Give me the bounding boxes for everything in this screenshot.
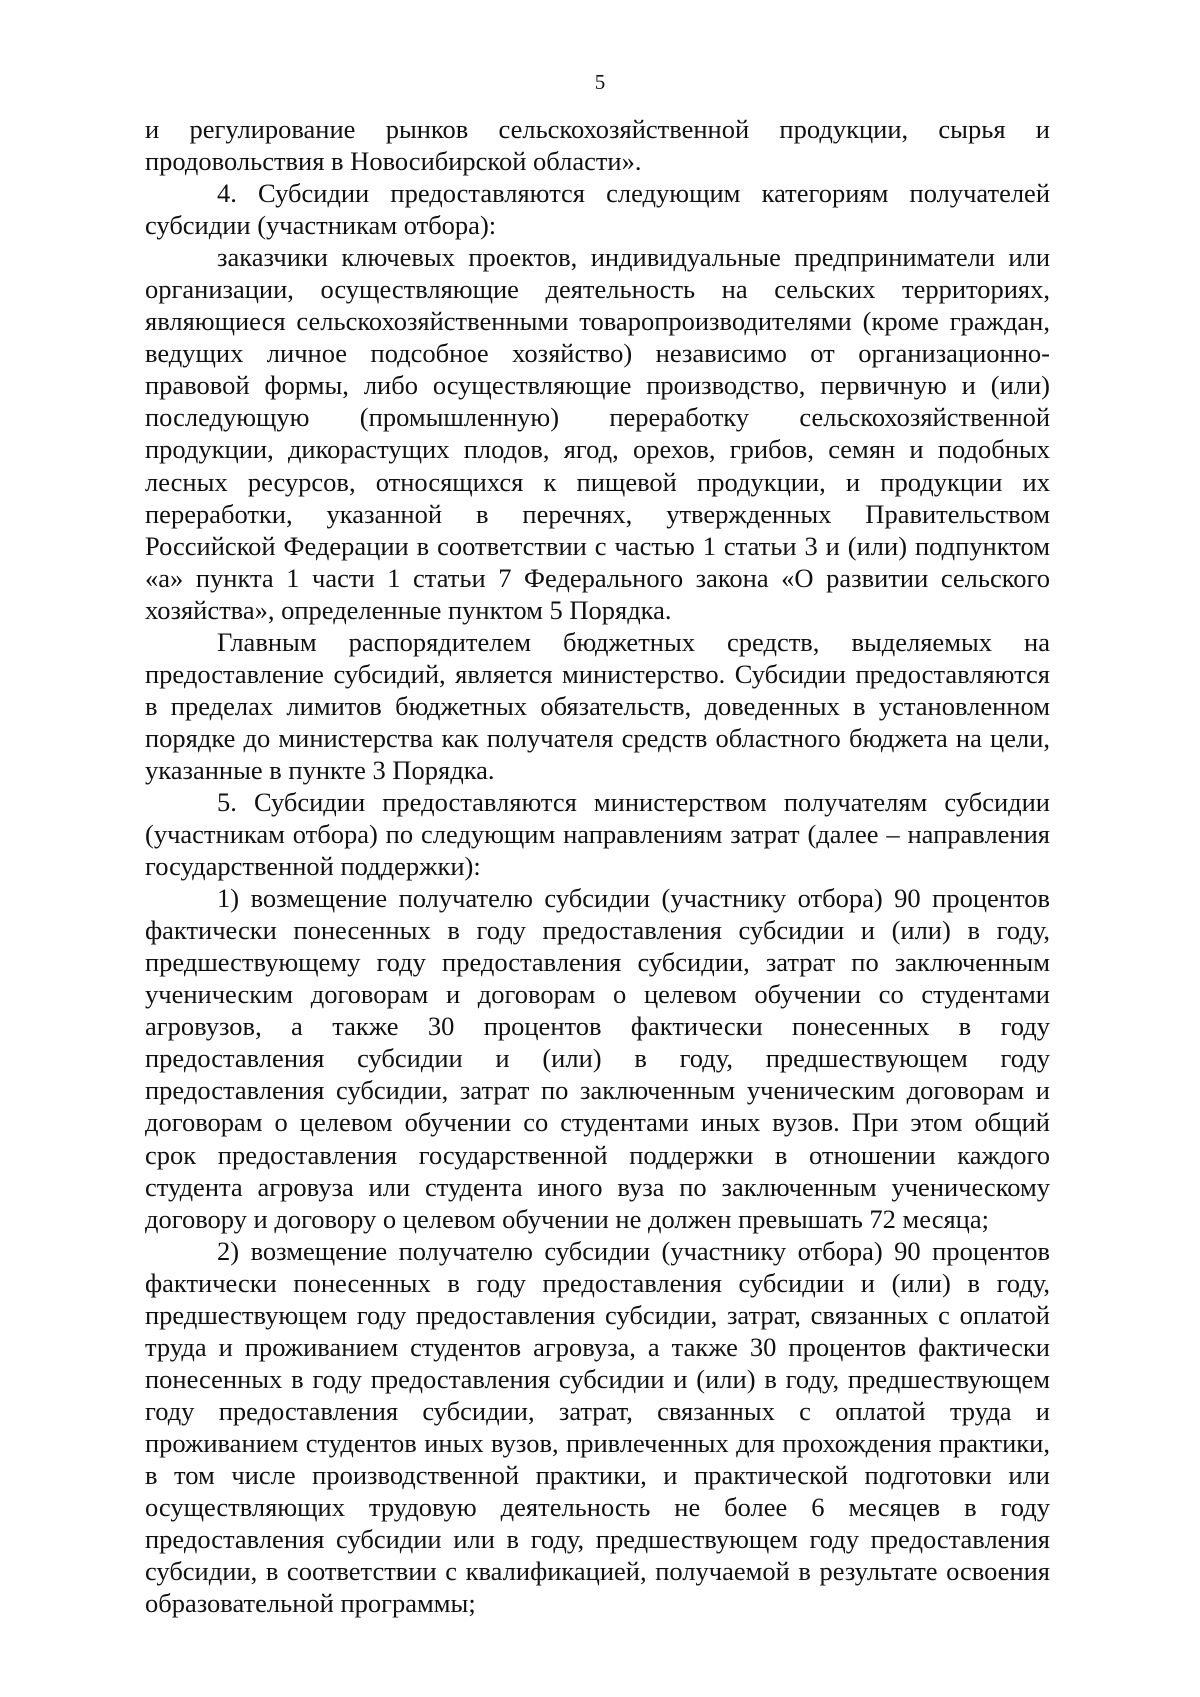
paragraph-subitem-2: 2) возмещение получателю субсидии (участнику отбора) 90 процентов фактически понесенных в году предоставления субсидии и (или) в году, предшествующем году предоставления субсидии, затрат, связанных с оплатой труда и проживанием студентов агровуза, а также 30 процентов фактически понесенных в году предоставления субсидии и (или) в году, предшествующем году предоставления субсидии, затрат, связанных с оплатой труда и проживанием студентов иных вузов, привлеченных для прохождения практики, в том числе производственной практики, и практической подготовки или осуществляющих трудовую деятельность не более 6 месяцев в году предоставления субсидии или в году, предшествующем году предоставления субсидии, в соответствии с квалификацией, получаемой в результате освоения образовательной программы; [145,1235,1050,1619]
page-number: 5 [594,70,606,94]
paragraph-item-4: 4. Субсидии предоставляются следующим категориям получателей субсидии (участникам отбора): [145,178,1050,241]
paragraph-main-administrator: Главным распорядителем бюджетных средств, выделяемых на предоставление субсидий, является министерство. Субсидии предоставляются в пределах лимитов бюджетных обязательств, доведенных в установленном порядке до министерства как получателя средств областного бюджета на цели, указанные в пункте 3 Порядка. [145,626,1050,785]
document-body [145,113,1050,1619]
paragraph-subitem-1: 1) возмещение получателю субсидии (участнику отбора) 90 процентов фактически понесенных в году предоставления субсидии и (или) в году, предшествующему году предоставления субсидии, затрат по заключенным ученическим договорам и договорам о целевом обучении со студентами агровузов, а также 30 процентов фактически понесенных в году предоставления субсидии и (или) в году, предшествующем году предоставления субсидии, затрат по заключенным ученическим договорам и договорам о целевом обучении со студентами иных вузов. При этом общий срок предоставления государственной поддержки в отношении каждого студента агровуза или студента иного вуза по заключенным ученическому договору и договору о целевом обучении не должен превышать 72 месяца; [145,883,1050,1234]
paragraph-continuation: и регулирование рынков сельскохозяйственной продукции, сырья и продовольствия в Новосибирской области». [145,114,1050,177]
paragraph-item-5: 5. Субсидии предоставляются министерством получателям субсидии (участникам отбора) по следующим направлениям затрат (далее – направления государственной поддержки): [145,786,1050,882]
paragraph-recipients: заказчики ключевых проектов, индивидуальные предприниматели или организации, осуществляющие деятельность на сельских территориях, являющиеся сельскохозяйственными товаропроизводителями (кроме граждан, ведущих личное подсобное хозяйство) независимо от организационно-правовой формы, либо осуществляющие производство, первичную и (или) последующую (промышленную) переработку сельскохозяйственной продукции, дикорастущих плодов, ягод, орехов, грибов, семян и подобных лесных ресурсов, относящихся к пищевой продукции, и продукции их переработки, указанной в перечнях, утвержденных Правительством Российской Федерации в соответствии с частью 1 статьи 3 и (или) подпунктом «а» пункта 1 части 1 статьи 7 Федерального закона «О развитии сельского хозяйства», определенные пунктом 5 Порядка. [145,242,1050,625]
